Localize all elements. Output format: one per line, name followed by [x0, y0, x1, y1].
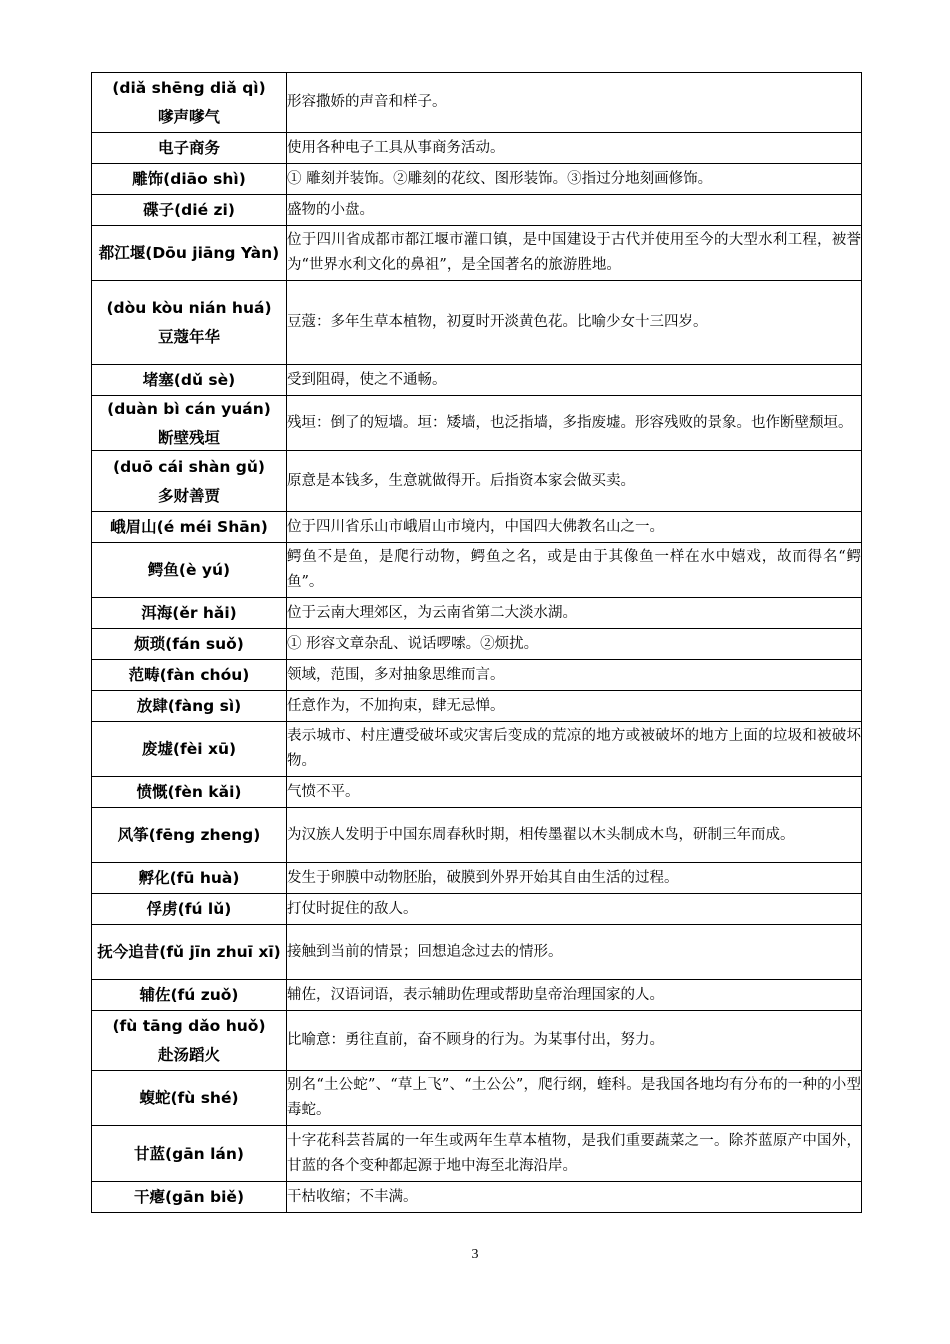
term-text: 都江堰(Dōu jiāng Yàn) — [98, 244, 280, 262]
term-cell — [92, 73, 287, 133]
table-row — [92, 980, 862, 1011]
term-text: 蝮蛇(fù shé) — [139, 1089, 239, 1107]
definition-cell: 豆蔻：多年生草本植物，初夏时开淡黄色花。比喻少女十三四岁。 — [287, 281, 862, 365]
vocabulary-table — [91, 72, 862, 1213]
term-text: 范畴(fàn chóu) — [128, 666, 250, 684]
table-row — [92, 777, 862, 808]
term-chinese: 嗲声嗲气 — [157, 108, 220, 126]
table-row — [92, 1011, 862, 1071]
definition-cell: 为汉族人发明于中国东周春秋时期，相传墨翟以木头制成木鸟，研制三年而成。 — [287, 808, 862, 863]
definition-cell: 任意作为，不加拘束，肆无忌惮。 — [287, 691, 862, 722]
table-row — [92, 863, 862, 894]
table-row — [92, 73, 862, 133]
table-row — [92, 543, 862, 598]
definition-cell: 接触到当前的情景；回想追念过去的情形。 — [287, 925, 862, 980]
table-row — [92, 722, 862, 777]
definition-cell: 盛物的小盘。 — [287, 195, 862, 226]
term-cell — [92, 195, 287, 226]
term-cell — [92, 164, 287, 195]
term-cell — [92, 808, 287, 863]
table-row — [92, 1071, 862, 1126]
term-text: 堵塞(dǔ sè) — [142, 371, 236, 389]
term-text: 俘虏(fú lǔ) — [146, 900, 232, 918]
table-row — [92, 396, 862, 451]
definition-cell: 表示城市、村庄遭受破坏或灾害后变成的荒凉的地方或被破坏的地方上面的垃圾和被破坏物。 — [287, 722, 862, 777]
definition-cell: 鳄鱼不是鱼，是爬行动物，鳄鱼之名，或是由于其像鱼一样在水中嬉戏，故而得名“鳄鱼”。 — [287, 543, 862, 598]
table-row — [92, 164, 862, 195]
term-cell — [92, 226, 287, 281]
term-cell — [92, 133, 287, 164]
term-text: 风筝(fēng zheng) — [117, 826, 261, 844]
definition-cell: ① 雕刻并装饰。②雕刻的花纹、图形装饰。③指过分地刻画修饰。 — [287, 164, 862, 195]
definition-cell: 受到阻碍，使之不通畅。 — [287, 365, 862, 396]
definition-cell: 使用各种电子工具从事商务活动。 — [287, 133, 862, 164]
definition-cell: 十字花科芸苔属的一年生或两年生草本植物，是我们重要蔬菜之一。除芥蓝原产中国外，甘蓝的各个变种都起源于地中海至北海沿岸。 — [287, 1126, 862, 1182]
term-text: 废墟(fèi xū) — [141, 740, 237, 758]
page-number: 3 — [471, 1247, 479, 1262]
table-row — [92, 925, 862, 980]
definition-cell: 位于四川省成都市都江堰市灌口镇，是中国建设于古代并使用至今的大型水利工程，被誉为“世界水利文化的鼻祖”，是全国著名的旅游胜地。 — [287, 226, 862, 281]
term-text: 鳄鱼(è yú) — [147, 561, 231, 579]
table-row — [92, 1126, 862, 1182]
term-cell — [92, 777, 287, 808]
term-text: 烦琐(fán suǒ) — [134, 635, 244, 653]
term-cell — [92, 365, 287, 396]
term-cell — [92, 863, 287, 894]
term-text: 孵化(fū huà) — [138, 869, 240, 887]
term-text: 愤慨(fèn kǎi) — [136, 783, 242, 801]
table-row — [92, 598, 862, 629]
term-cell — [92, 925, 287, 980]
term-cell — [92, 451, 287, 512]
table-row — [92, 365, 862, 396]
table-row — [92, 629, 862, 660]
term-text: 放肆(fàng sì) — [136, 697, 242, 715]
definition-cell: 形容撒娇的声音和样子。 — [287, 73, 862, 133]
definition-cell: 位于云南大理郊区，为云南省第二大淡水湖。 — [287, 598, 862, 629]
term-cell — [92, 980, 287, 1011]
term-cell — [92, 1126, 287, 1182]
term-text: 电子商务 — [157, 139, 220, 157]
term-chinese: 断壁残垣 — [157, 428, 220, 447]
definition-cell: 打仗时捉住的敌人。 — [287, 894, 862, 925]
term-text: 碟子(dié zi) — [143, 201, 235, 219]
term-cell — [92, 660, 287, 691]
table-row — [92, 691, 862, 722]
term-text: (dòu kòu nián huá) — [106, 299, 272, 317]
term-text: (duō cái shàn gǔ) — [113, 457, 265, 476]
table-row — [92, 808, 862, 863]
term-cell — [92, 894, 287, 925]
table-row — [92, 133, 862, 164]
definition-cell: 位于四川省乐山市峨眉山市境内，中国四大佛教名山之一。 — [287, 512, 862, 543]
term-text: (duàn bì cán yuán) — [107, 399, 271, 418]
term-chinese: 多财善贾 — [157, 486, 220, 505]
term-cell — [92, 1011, 287, 1071]
table-row — [92, 894, 862, 925]
term-cell — [92, 543, 287, 598]
term-chinese: 豆蔻年华 — [157, 328, 220, 346]
term-cell — [92, 396, 287, 451]
definition-cell: 辅佐，汉语词语，表示辅助佐理或帮助皇帝治理国家的人。 — [287, 980, 862, 1011]
definition-cell: 比喻意：勇往直前，奋不顾身的行为。为某事付出，努力。 — [287, 1011, 862, 1071]
definition-cell: 发生于卵膜中动物胚胎，破膜到外界开始其自由生活的过程。 — [287, 863, 862, 894]
table-row — [92, 660, 862, 691]
term-text: 雕饰(diāo shì) — [132, 170, 246, 188]
term-cell — [92, 691, 287, 722]
term-cell — [92, 629, 287, 660]
term-text: (diǎ shēng diǎ qì) — [112, 79, 266, 97]
term-cell — [92, 1071, 287, 1126]
definition-cell: 残垣：倒了的短墙。垣：矮墙，也泛指墙，多指废墟。形容残败的景象。也作断壁颓垣。 — [287, 396, 862, 451]
definition-cell: 气愤不平。 — [287, 777, 862, 808]
term-cell — [92, 1182, 287, 1213]
term-chinese: 赴汤蹈火 — [157, 1046, 220, 1064]
table-row — [92, 281, 862, 365]
term-text: 抚今追昔(fǔ jīn zhuī xī) — [97, 943, 281, 961]
table-row — [92, 512, 862, 543]
vocabulary-table-body — [92, 73, 862, 1213]
definition-cell: 领域，范围，多对抽象思维而言。 — [287, 660, 862, 691]
definition-cell: ① 形容文章杂乱、说话啰嗦。②烦扰。 — [287, 629, 862, 660]
definition-cell: 原意是本钱多，生意就做得开。后指资本家会做买卖。 — [287, 451, 862, 512]
term-cell — [92, 722, 287, 777]
table-row — [92, 226, 862, 281]
term-text: 干瘪(gān biě) — [133, 1188, 245, 1206]
term-text: 甘蓝(gān lán) — [134, 1144, 244, 1163]
table-row — [92, 451, 862, 512]
term-text: 辅佐(fú zuǒ) — [139, 986, 239, 1004]
term-cell — [92, 281, 287, 365]
term-text: 洱海(ěr hǎi) — [141, 604, 237, 622]
table-row — [92, 1182, 862, 1213]
term-text: (fù tāng dǎo huǒ) — [112, 1017, 266, 1035]
term-text: 峨眉山(é méi Shān) — [110, 518, 268, 536]
definition-cell: 别名“土公蛇”、“草上飞”、“土公公”，爬行纲，蝰科。是我国各地均有分布的一种的小型毒蛇。 — [287, 1071, 862, 1126]
term-cell — [92, 512, 287, 543]
term-cell — [92, 598, 287, 629]
definition-cell: 干枯收缩；不丰满。 — [287, 1182, 862, 1213]
table-row — [92, 195, 862, 226]
